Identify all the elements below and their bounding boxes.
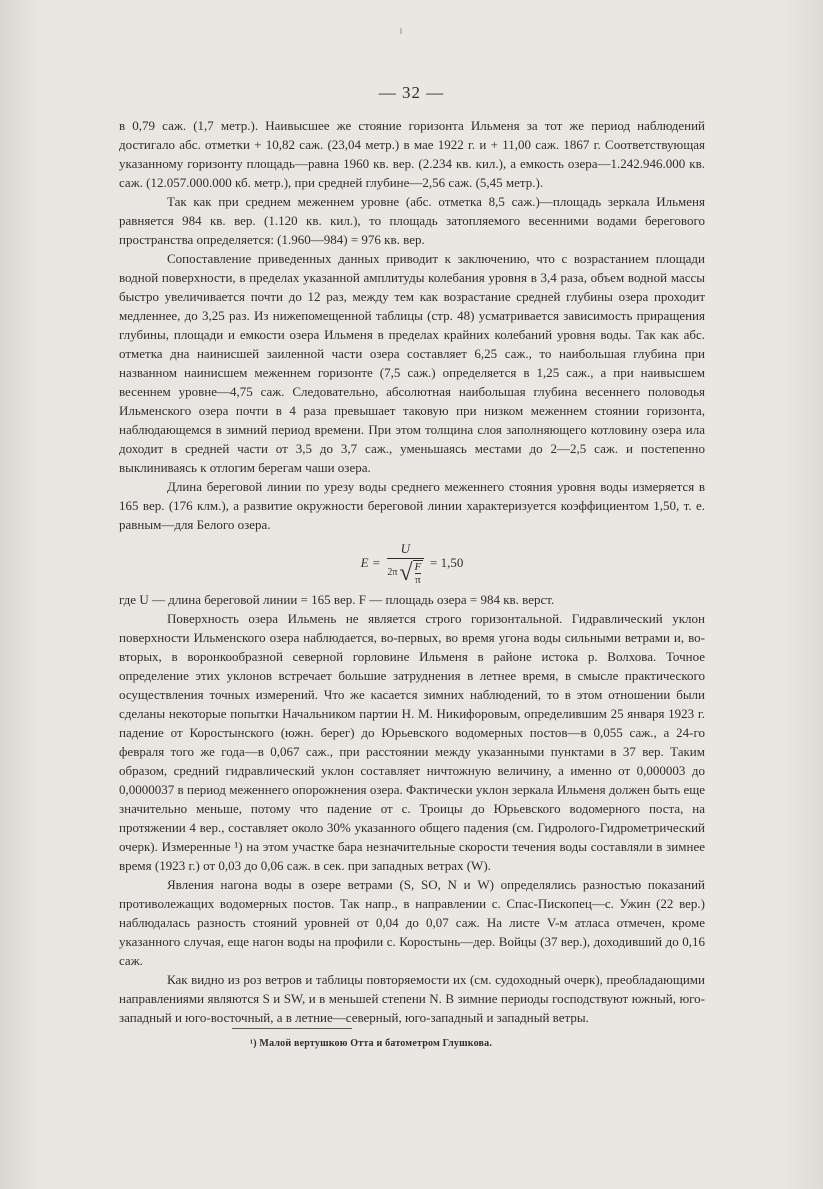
formula-sqrt xyxy=(399,560,423,586)
formula-numerator: U xyxy=(387,539,424,559)
paragraph-2: Так как при среднем меженнем уровне (абс. отметка 8,5 саж.)—площадь зеркала Ильменя равняется 984 кв. вер. (1.120 кв. кил.), то площадь затопляемого весенними водами берегового пространства определяется: (1.960—984) = 976 кв. вер. xyxy=(119,194,705,247)
coefficient-formula xyxy=(119,534,705,590)
formula-coef: 2π xyxy=(387,567,398,578)
paragraph-8: Как видно из роз ветров и таблицы повторяемости их (см. судоходный очерк), преобладающими направлениями являются S и SW, и в меньшей степени N. В зимние периоды господствуют южный, юго-западный и юго-восточный, а в летние—северный, юго-западный и западный ветры. xyxy=(119,972,705,1025)
formula-lhs: E = xyxy=(360,554,381,570)
sqrt-sign: √ xyxy=(399,559,413,586)
footnote-divider xyxy=(232,1028,352,1029)
page-number: — 32 — xyxy=(378,83,445,102)
paragraph-1: в 0,79 саж. (1,7 метр.). Наивысшее же стояние горизонта Ильменя за тот же период наблюдений достигало абс. отметки + 10,82 саж. (23,04 метр.) в мае 1922 г. и + 11,00 саж. 1867 г. Соответствующая указанному горизонту площадь—равна 1960 кв. вер. (2.234 кв. кил.), а емкость озера—1.242.946.000 кв. саж. (12.057.000.000 кб. метр.), при средней глубине—2,56 саж. (5,45 метр.). xyxy=(119,118,705,190)
paragraph-7: Явления нагона воды в озере ветрами (S, SO, N и W) определялись разностью показаний противолежащих водомерных постов. Так напр., в направлении с. Спас-Пископец—с. Ужин (22 вер.) наблюдалась разность стояний уровней от 0,04 до 0,07 саж. На листе V-м атласа отмечен, кроме указанного случая, еще нагон воды на профили с. Коростынь—дер. Войцы (37 вер.), доходивший до 0,16 саж. xyxy=(119,877,705,968)
footnote: ¹) Малой вертушкою Отта и батометром Глушкова. xyxy=(250,1038,493,1049)
paragraph-3: Сопоставление приведенных данных приводит к заключению, что с возрастанием площади водной поверхности, в пределах указанной амплитуды колебания уровня в 3,4 раза, объем водной массы быстро увеличивается почти до 12 раз, между тем как возрастание средней глубины озера проходит медленнее, до 3,25 раз. Из нижепомещенной таблицы (стр. 48) усматривается зависимость приращения глубины, площади и емкости озера Ильменя в пределах крайних колебаний уровня воды. Так как абс. отметка дна наинисшей заиленной части озера составляет 6,25 саж., то наибольшая глубина при названном наинисшем меженнем горизонте (7,5 саж.) определяется в 1,25 саж., а при наивысшем весеннем уровне—4,75 саж. Следовательно, абсолютная наибольшая глубина весеннего половодья Ильменского озера почти в 4 раза превышает таковую при низком меженнем стоянии горизонта, наблюдающемся в зимний период времени. При этом толщина слоя заполняющего котловину озера ила доходит в средней части от 3,5 до 3,7 саж., уменьшаясь местами до 2—2,5 саж. и постепенно выклиниваясь к отлогим берегам чаши озера. xyxy=(119,251,705,475)
scan-artifact xyxy=(400,28,402,34)
formula-fraction xyxy=(387,539,424,586)
body-text xyxy=(119,116,705,1027)
paragraph-4: Длина береговой линии по урезу воды среднего меженнего стояния уровня воды измеряется в 165 вер. (176 клм.), а развитие окружности береговой линии характеризуется коэффициентом 1,50, т. е. равным—для Белого озера. xyxy=(119,479,705,532)
sqrt-denominator: π xyxy=(415,573,421,586)
formula-denominator xyxy=(387,559,423,586)
sqrt-numerator: F xyxy=(414,560,422,573)
paragraph-6: Поверхность озера Ильмень не является строго горизонтальной. Гидравлический уклон поверхности Ильменского озера наблюдается, во-первых, во время угона воды сильными ветрами и, во-вторых, в воронкообразной северной горловине Ильменя в районе истока р. Волхова. Точное определение этих уклонов встречает большие затруднения в летнее время, в смысле практического осуществления точных измерений. Что же касается зимних наблюдений, то в этом отношении были сделаны некоторые попытки Начальником партии Н. М. Никифоровым, определившим 25 января 1923 г. падение от Коростынского (южн. берег) до Юрьевского водомерных постов—в 0,055 саж., а 24-го февраля того же года—в 0,067 саж., при расстоянии между указанными пунктами в 37 вер. Таким образом, средний гидравлический уклон составляет ничтожную величину, а именно от 0,000003 до 0,0000037 в период меженнего опорожнения озера. Фактически уклон зеркала Ильменя должен быть еще значительно меньше, потому что падение от с. Троицы до Юрьевского водомерного поста, на протяжении 4 вер., составляет около 30% указанного общего падения (см. Гидролого-Гидрометрический очерк). Измеренные ¹) на этом участке бара незначительные скорости течения воды составляли в зимнее время (1923 г.) от 0,03 до 0,06 саж. в сек. при западных ветрах (W). xyxy=(119,611,705,873)
paragraph-5: где U — длина береговой линии = 165 вер. F — площадь озера = 984 кв. верст. xyxy=(119,592,555,607)
sqrt-fraction xyxy=(413,560,424,586)
formula-rhs: = 1,50 xyxy=(430,554,464,570)
